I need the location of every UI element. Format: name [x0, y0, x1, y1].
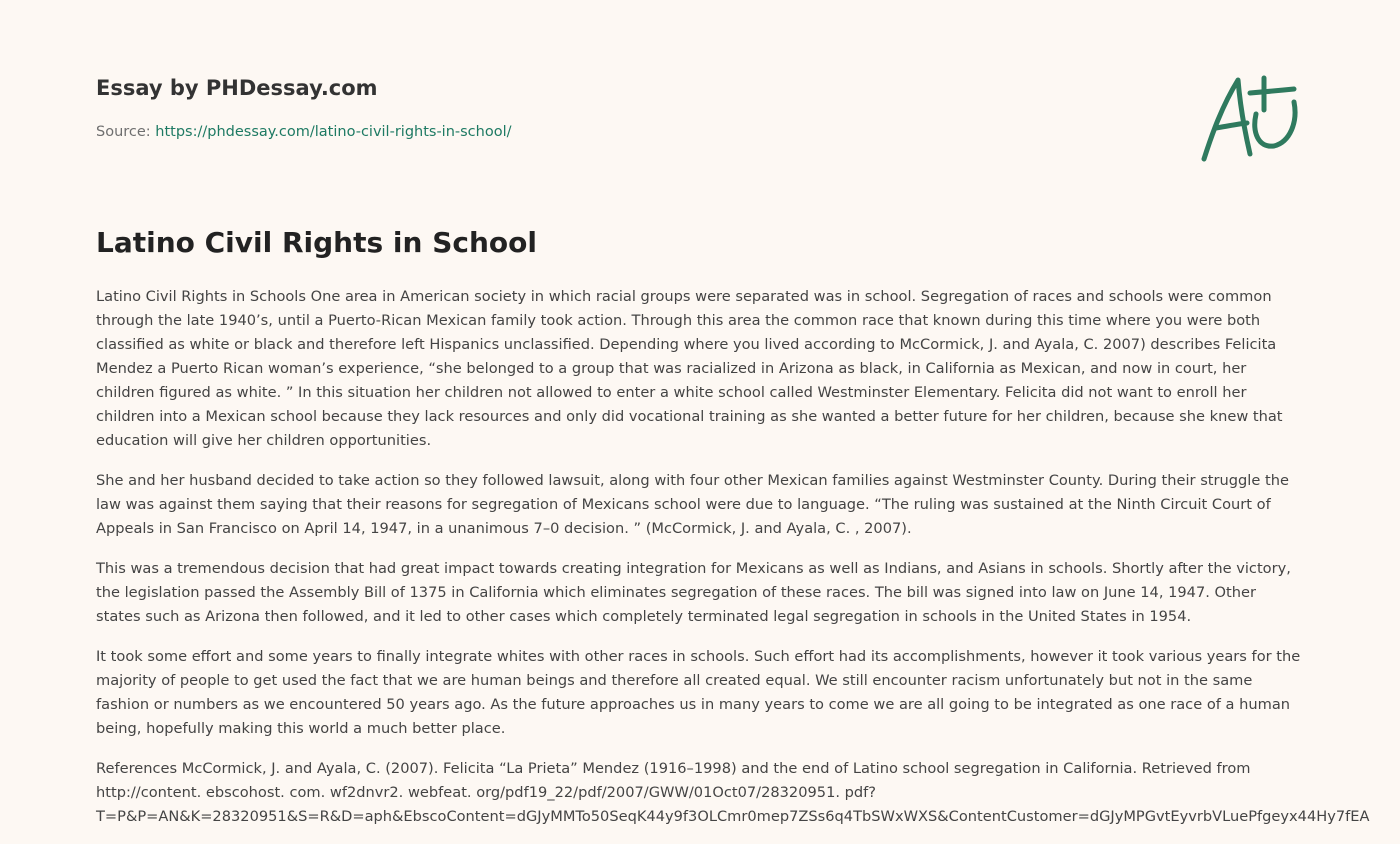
essay-body [96, 285, 1370, 829]
reference-url-line: http://content. ebscohost. com. wf2dnvr2. webfeat. org/pdf19_22/pdf/2007/GWW/01Oct07/28320951. pdf? [96, 784, 877, 801]
essay-paragraph: She and her husband decided to take action so they followed lawsuit, along with four other Mexican families against Westminster County. During their struggle the law was against them saying that their reasons for segregation of Mexicans school were due to language. “The ruling was sustained at the Ninth Circuit Court of Appeals in San Francisco on April 14, 1947, in a unanimous 7–0 decision. ” (McCormick, J. and Ayala, C. , 2007). [96, 472, 1289, 537]
a-plus-logo-icon [1198, 70, 1302, 164]
source-link[interactable]: https://phdessay.com/latino-civil-rights-in-school/ [155, 124, 512, 140]
essay-paragraph: It took some effort and some years to finally integrate whites with other races in schools. Such effort had its accomplishments, however it took various years for the majority of people to get used the fact that we are human beings and therefore all created equal. We still encounter racism unfortunately but not in the same fashion or numbers as we encountered 50 years ago. As the future approaches us in many years to come we are all going to be integrated as one race of a human being, hopefully making this world a much better place. [96, 648, 1301, 737]
site-brand: Essay by PHDessay.com [96, 76, 378, 100]
references-block [96, 757, 1370, 829]
source-line [96, 124, 512, 140]
reference-url-query-line: T=P&P=AN&K=28320951&S=R&D=aph&EbscoContent=dGJyMMTo50SeqK44y9f3OLCmr0mep7ZSs6q4TbSWxWXS&ContentCustomer=dGJyMPGvtEyvrbVLuePfgeyx44Hy7fEA [96, 808, 1370, 825]
essay-title: Latino Civil Rights in School [96, 226, 537, 259]
essay-paragraph: This was a tremendous decision that had great impact towards creating integration for Mexicans as well as Indians, and Asians in schools. Shortly after the victory, the legislation passed the Assembly Bill of 1375 in California which eliminates segregation of these races. The bill was signed into law on June 14, 1947. Other states such as Arizona then followed, and it led to other cases which completely terminated legal segregation in schools in the United States in 1954. [96, 560, 1291, 625]
reference-line: References McCormick, J. and Ayala, C. (2007). Felicita “La Prieta” Mendez (1916–1998) and the end of Latino school segregation in California. Retrieved from [96, 760, 1251, 777]
essay-paragraph: Latino Civil Rights in Schools One area in American society in which racial groups were separated was in school. Segregation of races and schools were common through the late 1940’s, until a Puerto-Rican Mexican family took action. Through this area the common race that known during this time where you were both classified as white or black and therefore left Hispanics unclassified. Depending where you lived according to McCormick, J. and Ayala, C. 2007) describes Felicita Mendez a Puerto Rican woman’s experience, “she belonged to a group that was racialized in Arizona as black, in California as Mexican, and now in court, her children figured as white. ” In this situation her children not allowed to enter a white school called Westminster Elementary. Felicita did not want to enroll her children into a Mexican school because they lack resources and only did vocational training as she wanted a better future for her children, because she knew that education will give her children opportunities. [96, 288, 1283, 449]
source-label: Source: [96, 124, 151, 140]
